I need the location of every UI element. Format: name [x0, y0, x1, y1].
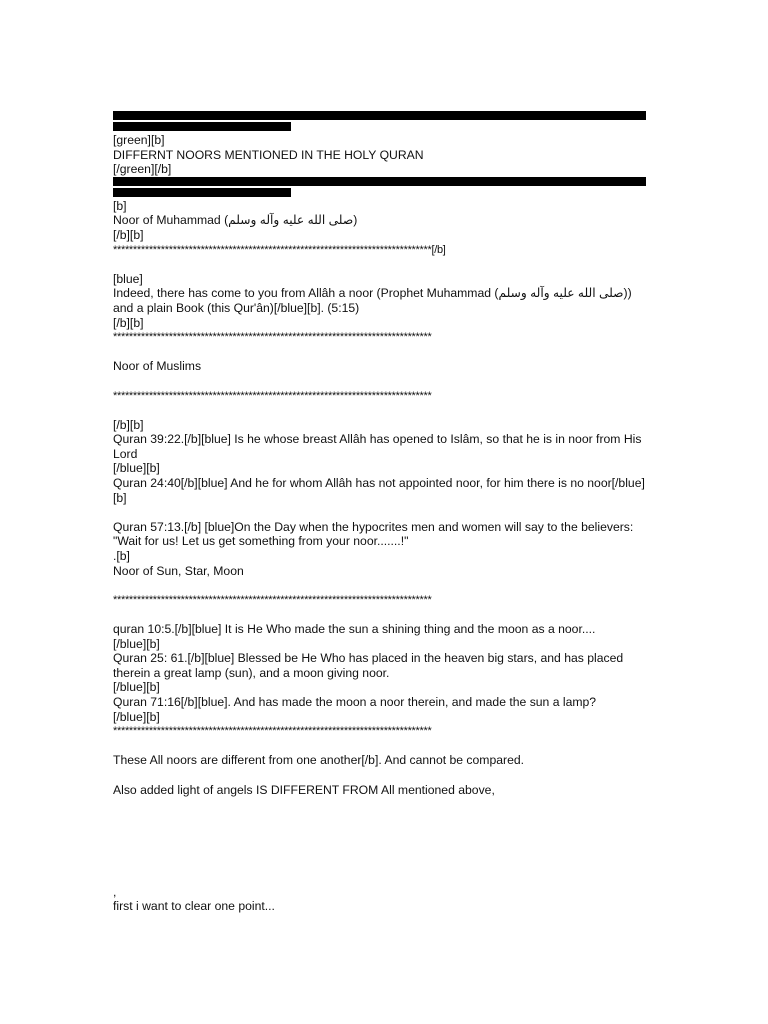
blank-line — [113, 607, 653, 622]
redaction-bar — [113, 188, 291, 197]
section-heading: Noor of Muslims — [113, 359, 202, 374]
bbcode-line: [/blue][b] — [113, 680, 160, 695]
star-divider: ******************************************************************************** — [113, 725, 432, 738]
blank-line — [113, 257, 653, 272]
redaction-bar — [113, 111, 646, 120]
section-heading: Noor of Muhammad (صلى الله عليه وآله وسلم) — [113, 213, 358, 228]
verse-text: quran 10:5.[/b][blue] It is He Who made the sun a shining thing and the moon as a noor.... — [113, 622, 596, 636]
bbcode-line: [/b][b] — [113, 315, 144, 330]
bbcode-line: [/b][b] — [113, 417, 144, 432]
bbcode-line: [blue] — [113, 271, 143, 286]
section-heading: Noor of Sun, Star, Moon — [113, 563, 244, 578]
blank-line — [113, 403, 653, 418]
bbcode-line: [/b][b] — [113, 227, 144, 242]
paragraph-text: Also added light of angels IS DIFFERENT FROM All mentioned above, — [113, 782, 495, 797]
blank-line — [113, 578, 653, 593]
star-divider: ******************************************************************************** — [113, 389, 432, 402]
verse-text: Quran 39:22.[/b][blue] Is he whose breast Allâh has opened to Islâm, so that he is in noor from His Lord — [113, 432, 645, 461]
blank-line — [113, 374, 653, 389]
blank-line — [113, 812, 653, 827]
bbcode-line: [/green][/b] — [113, 162, 172, 177]
bbcode-line: .[b] — [113, 549, 130, 564]
paragraph-text: , — [113, 884, 117, 899]
document-body — [113, 111, 653, 914]
paragraph-text: first i want to clear one point... — [113, 899, 275, 914]
verse-text: Indeed, there has come to you from Allâh a noor (Prophet Muhammad (صلى الله عليه وآله وسلم)) and a plain Book (this Qur'ân)[/blue][b]. (5:15) — [113, 286, 636, 315]
bbcode-line: [b] — [113, 198, 127, 213]
blank-line — [113, 826, 653, 841]
bbcode-line: [/blue][b] — [113, 636, 160, 651]
blank-line — [113, 797, 653, 812]
blank-line — [113, 870, 653, 885]
star-divider: ******************************************************************************** — [113, 593, 432, 606]
blank-line — [113, 856, 653, 871]
document-heading: DIFFERNT NOORS MENTIONED IN THE HOLY QURAN — [113, 147, 424, 162]
verse-text: Quran 25: 61.[/b][blue] Blessed be He Who has placed in the heaven big stars, and has placed therein a great lamp (sun), and a moon giving noor. — [113, 651, 627, 680]
bbcode-line: [green][b] — [113, 133, 165, 147]
verse-text: Quran 24:40[/b][blue] And he for whom Allâh has not appointed noor, for him there is no noor[/blue][b] — [113, 476, 645, 505]
star-divider: ********************************************************************************[/b] — [113, 243, 446, 256]
blank-line — [113, 739, 653, 754]
blank-line — [113, 768, 653, 783]
verse-text: Quran 57:13.[/b] [blue]On the Day when the hypocrites men and women will say to the believers: "Wait for us! Let us get something from your noor.......!" — [113, 519, 637, 549]
star-divider: ******************************************************************************** — [113, 331, 432, 344]
verse-text: Quran 71:16[/b][blue]. And has made the moon a noor therein, and made the sun a lamp? — [113, 694, 597, 709]
redaction-bar — [113, 177, 646, 186]
bbcode-line: [/blue][b] — [113, 461, 160, 476]
blank-line — [113, 841, 653, 856]
blank-line — [113, 345, 653, 360]
bbcode-line: [/blue][b] — [113, 709, 160, 724]
redaction-bar — [113, 122, 291, 131]
blank-line — [113, 505, 653, 520]
paragraph-text: These All noors are different from one another[/b]. And cannot be compared. — [113, 753, 525, 768]
